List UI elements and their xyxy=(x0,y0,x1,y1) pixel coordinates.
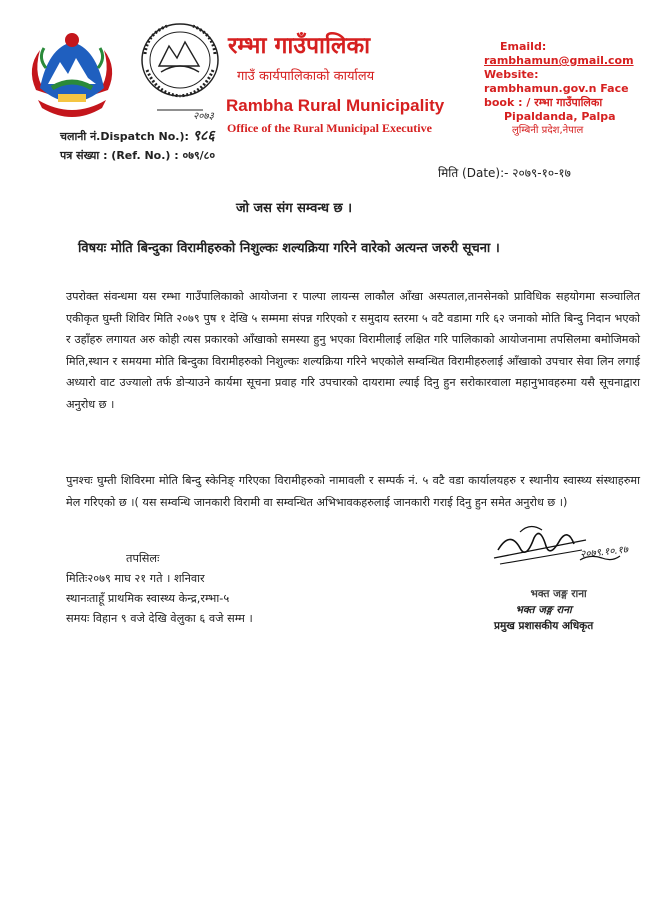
signatory-name-typed: भक्त जङ्ग राना xyxy=(530,588,587,600)
office-subtitle-nepali: गाउँ कार्यपालिकाको कार्यालय xyxy=(237,69,375,84)
ref-label: पत्र संख्या : (Ref. No.) : xyxy=(60,149,179,162)
letter-date xyxy=(438,164,571,181)
subject-line: विषयः मोति बिन्दुका विरामीहरुको निशुल्कः शल्यक्रिया गरिने वारेको अत्यन्त जरुरी सूचना । xyxy=(78,241,500,256)
signatory-block xyxy=(494,586,593,634)
details-date: मितिः२०७९ माघ २१ गते । शनिवार xyxy=(66,572,205,585)
signatory-name-stamp: भक्त जङ्ग राना xyxy=(515,604,572,616)
date-value: २०७९-१०-१७ xyxy=(512,166,571,180)
nepal-emblem-logo xyxy=(18,28,126,128)
municipality-title-nepali: रम्भा गाउँपालिका xyxy=(228,33,371,59)
dispatch-label: चलानी नं.Dispatch No.): xyxy=(60,130,189,143)
body-paragraph-2: पुनश्चः घुम्ती शिविरमा मोति बिन्दु स्केनिङ् गरिएका विरामीहरुको नामावली र सम्पर्क नं. ५ वटै वडा कार्यालयहरु र स्थानीय स्वास्थ्य संस्थाहरुमा मेल गरिएको छ ।( यस सम्वन्धि जानकारी विरामी वा सम्वन्धित अभिभावकहरुलाई जानकारी गराई दिनु हुन समेत अनुरोध छ ।) xyxy=(66,474,640,509)
email-label: Emaild: xyxy=(500,40,547,53)
website-link[interactable]: rambhamun.gov.n Face xyxy=(484,82,629,95)
email-link[interactable]: rambhamun@gmail.com xyxy=(484,54,634,67)
details-time: समयः विहान ९ वजे देखि वेलुका ६ वजे सम्म । xyxy=(66,612,253,625)
address-line-1: Pipaldanda, Palpa xyxy=(504,110,616,123)
website-label: Website: xyxy=(484,68,539,81)
ref-value: ०७९/८० xyxy=(182,149,216,162)
body-paragraph-1: उपरोक्त संवन्धमा यस रम्भा गाउँपालिकाको आयोजना र पाल्पा लायन्स लाकौल आँखा अस्पताल,तानसेनको प्राविधिक सहयोगमा सञ्चालित एकीकृत घुम्ती शिविर मिति २०७९ पुष १ देखि ५ सम्ममा संपन्न गरिएको र समुदाय स्तरमा ५ वटै वडामा गरि ६२ जनाको मोति बिन्दु निदान भएको र उहाँहरु लगायत अरु कोही त्यस प्रकारको आँखाको समस्या हुनु भएका विरामीलाई लक्षित गरि पालिकाको आयोजनामा तपसिलमा बमोजिमको मिति,स्थान र समयमा मोति बिन्दुका विरामीहरुको निशुल्कः शल्यक्रिया गरिने भएकोले सम्वन्धित विरामीहरुलाई आँखाको उपचार सेवा लिन लगाई अध्यारो वाट उज्यालो तर्फ डोऱ्याउने कार्यमा सूचना प्रवाह गरि उपचारको दायरामा ल्याई दिनु हुन सरोकारवाला महानुभावहरुमा यसै सूचनाद्वारा अनुरोध छ । xyxy=(66,290,640,411)
office-subtitle-english: Office of the Rural Municipal Executive xyxy=(227,121,432,135)
signatory-designation: प्रमुख प्रशासकीय अधिकृत xyxy=(494,620,594,632)
details-heading: तपसिलः xyxy=(126,552,160,565)
address-line-2: लुम्बिनी प्रदेश,नेपाल xyxy=(512,125,584,136)
seal-year: २०७३ xyxy=(193,111,214,122)
municipality-seal xyxy=(137,20,223,122)
details-place: स्थानःताहूँ प्राथमिक स्वास्थ्य केन्द्र,रम्भा-५ xyxy=(66,592,230,605)
signature-date: २०७९.१०.१७ xyxy=(579,544,629,561)
event-details xyxy=(66,549,253,629)
date-label: मिति (Date):- xyxy=(438,166,509,180)
facebook-link[interactable]: book : / रम्भा गाउँपालिका xyxy=(484,96,603,109)
dispatch-value: ९८६ xyxy=(192,128,215,144)
salutation: जो जस संग सम्वन्ध छ । xyxy=(236,201,353,216)
dispatch-number xyxy=(60,126,215,145)
municipality-title-english: Rambha Rural Municipality xyxy=(226,96,445,115)
reference-number xyxy=(60,148,215,163)
contact-block xyxy=(484,40,654,138)
